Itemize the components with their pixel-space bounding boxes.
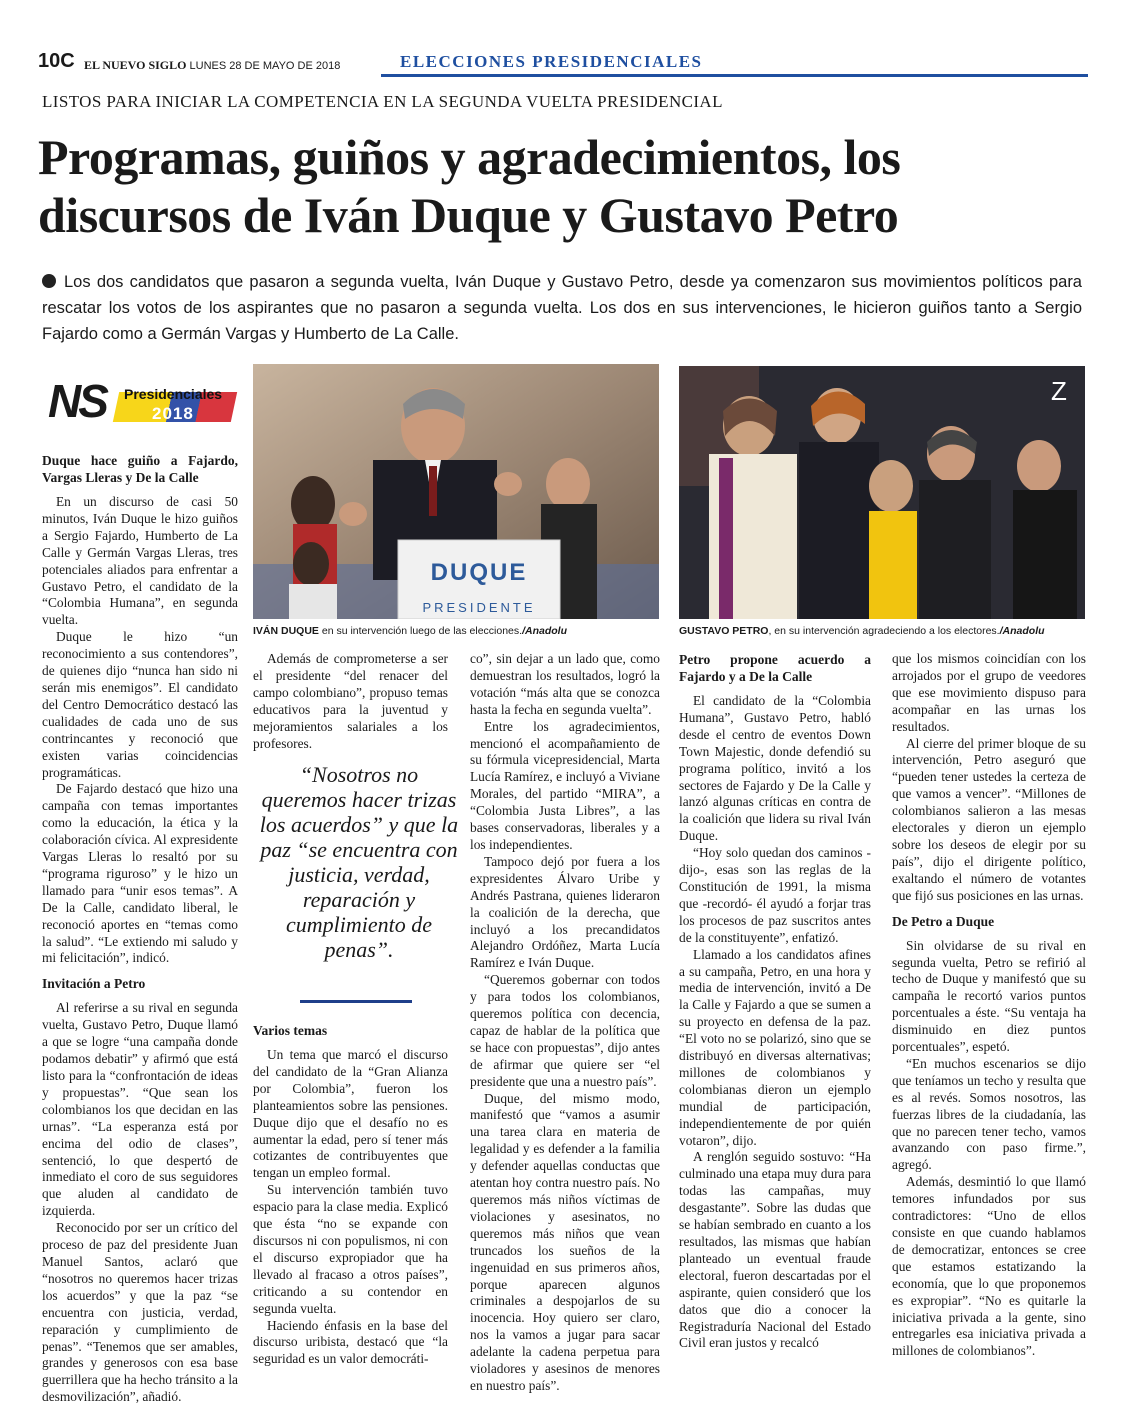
page-header	[38, 50, 1088, 74]
paragraph: co”, sin dejar a un lado que, como demuestran los resultados, logró la votación “más alta que se conozca hasta la fecha en segunda vuelta”.	[470, 651, 660, 717]
paragraph: Al referirse a su rival en segunda vuelta, Gustavo Petro, Duque llamó a que se logre “una campaña donde podamos debatir” y afirmó que está listo para la “confrontación de ideas y propuestas”. “Que sean los colombianos los que decidan en las urnas”. “La esperanza está por encima del odio de clases”, sentenció, lo que despertó de inmediato el coro de sus seguidores que aluden al candidato de izquierda.	[42, 1000, 238, 1219]
paragraph: “En muchos escenarios se dijo que teníamos un techo y resulta que es al revés. Somos nosotros, las fuerzas libres de la ciudadanía, las que no parecen tener techo, vamos avanzando con paso firme.”, agregó.	[892, 1055, 1086, 1173]
caption-duque-name: IVÁN DUQUE	[253, 625, 319, 637]
bullet-icon	[42, 274, 56, 288]
kicker: LISTOS PARA INICIAR LA COMPETENCIA EN LA SEGUNDA VUELTA PRESIDENCIAL	[42, 92, 723, 111]
caption-petro	[679, 625, 1089, 638]
column-5	[892, 651, 1086, 1360]
lead-text: Los dos candidatos que pasaron a segunda vuelta, Iván Duque y Gustavo Petro, desde ya comenzaron sus movimientos políticos para rescatar los votos de los aspirantes que no pasaron a segunda vuelta. Los dos en sus intervenciones, le hicieron guiños tanto a Sergio Fajardo como a Germán Vargas y Humberto de La Calle.	[42, 273, 1082, 343]
paragraph: Al cierre del primer bloque de su intervención, Petro aseguró que “pueden tener ustedes la certeza de que vamos a vencer”. “Millones de colombianos salieron a las mesas electorales y dieron un ejemplo sobre los deseos de elegir por su país”, dijo el dirigente político, exaltando el número de votantes que fijó sus posiciones en las urnas.	[892, 735, 1086, 903]
caption-duque-credit: /Anadolu	[522, 625, 567, 637]
paragraph: que los mismos coincidían con los arrojados por el grupo de veedores que ese movimiento dispuso para acompañar en las urnas los resultados.	[892, 651, 1086, 734]
issue-date: LUNES 28 DE MAYO DE 2018	[189, 60, 341, 72]
paragraph: Entre los agradecimientos, mencionó el acompañamiento de su fórmula vicepresidencial, Marta Lucía Ramírez, e incluyó a Viviane Morales, del partido “MIRA”, a “Colombia Justa Libres”, a las bases conservadoras, liberales y a los independientes.	[470, 718, 660, 852]
presidenciales-logo	[42, 372, 238, 438]
column-2	[253, 651, 448, 752]
column-3	[470, 651, 660, 1395]
photo-petro	[679, 366, 1085, 619]
column-1	[42, 452, 238, 1406]
page-number: 10C	[38, 50, 75, 72]
column-2-continued	[253, 1022, 448, 1368]
section-rule	[381, 74, 1088, 77]
lead-paragraph	[42, 269, 1082, 347]
paragraph: “Queremos gobernar con todos y para todos los colombianos, queremos política con decencia, capaz de hablar de la política que se hace con propuestas”, dijo antes de afirmar que quiere ser “el presidente que una a nuestro país”.	[470, 972, 660, 1089]
podium-subtext: PRESIDENTE	[422, 600, 536, 615]
paragraph: El candidato de la “Colombia Humana”, Gustavo Petro, habló desde el centro de eventos Down Town Majestic, donde defendió su programa político, invitó a los sectores de Fajardo y De la Calle y lanzó algunas críticas en contra de la coalición que lidera su rival Iván Duque.	[679, 693, 871, 844]
paragraph: Duque, del mismo modo, manifestó que “vamos a asumir una tarea clara en materia de legalidad y es defender a la familia y defender aquellas conductas que atentan hoy contra nuestro país. No queremos más niños víctimas de violaciones y asesinatos, no queremos más niños que vean truncados los sueños de la ingenuidad en sus primeros años, porque aparecen algunos criminales a despojarlos de su inocencia. Hoy quiero ser claro, nos la vamos a jugar para sacar adelante la cadena perpetua para violadores y asesinos de menores en nuestro país”.	[470, 1090, 660, 1393]
paragraph: En un discurso de casi 50 minutos, Iván Duque le hizo guiños a Sergio Fajardo, Humberto de La Calle y Germán Vargas Lleras, tres potenciales aliados para enfrentar a Gustavo Petro, el candidato de la “Colombia Humana”, en segunda vuelta.	[42, 494, 238, 628]
subhead-invitacion-petro: Invitación a Petro	[42, 976, 146, 992]
section-title: ELECCIONES PRESIDENCIALES	[400, 52, 703, 71]
podium-text: DUQUE	[430, 559, 528, 586]
caption-duque	[253, 625, 663, 638]
paragraph: Llamado a los candidatos afines a su campaña, Petro, en una hora y media de intervención, invitó a De la Calle y Fajardo a que se sumen a su proyecto en defensa de la paz. “El voto no se polarizó, sino que se distribuyó en diversas alternativas; millones de colombianos y colombianas dieron un ejemplo mundial de participación, independientemente de por quién votaron”, dijo.	[679, 946, 871, 1148]
paragraph: Un tema que marcó el discurso del candidato de la “Gran Alianza por Colombia”, fueron los planteamientos sobre las pensiones. Duque dijo que el desafío no es aumentar la edad, pero sí tener más cotizantes de contribuyentes que tengan un empleo formal.	[253, 1047, 448, 1181]
paragraph: Reconocido por ser un crítico del proceso de paz del presidente Juan Manuel Santos, aclaró que “nosotros no queremos hacer trizas los acuerdos” y que la paz “se encuentra con justicia, verdad, reparación y cumplimiento de penas”. “Tenemos que ser amables, grandes y generosos con esa base guerrillera que ha hecho tránsito a la desmovilización”, añadió.	[42, 1220, 238, 1405]
paragraph: Haciendo énfasis en la base del discurso uribista, destacó que “la seguridad es un valor democráti-	[253, 1317, 448, 1367]
paragraph: “Hoy solo quedan dos caminos -dijo-, esas son las reglas de la Constitución de 1991, la misma que -recordó- él ayudó a forjar tras los procesos de paz suscritos antes de la constituyente”, enfatizó.	[679, 845, 871, 945]
photo-duque	[253, 364, 659, 619]
caption-petro-text: , en su intervención agradeciendo a los electores.	[768, 625, 1000, 637]
subhead-petro-propone: Petro propone acuerdo a Fajardo y a De la Calle	[679, 652, 871, 684]
paragraph: A renglón seguido sostuvo: “Ha culminado una etapa muy dura para todas las campañas, muy desgastante”. Sobre las dudas que se habían sembrado en cuanto a los resultados, las mismas que habían planteado un eventual fraude electoral, fueron descartadas por el aspirante, quien consideró que los datos que dio a conocer la Registraduría Nacional del Estado Civil eran justos y recalcó	[679, 1149, 871, 1351]
paragraph: Tampoco dejó por fuera a los expresidentes Álvaro Uribe y Andrés Pastrana, quienes lideraron la coalición de la derecha, que incluyó a los precandidatos Alejandro Ordóñez, Marta Lucía Ramírez e Iván Duque.	[470, 853, 660, 971]
logo-year: 2018	[152, 404, 194, 423]
caption-petro-name: GUSTAVO PETRO	[679, 625, 769, 637]
paper-info	[84, 58, 340, 73]
paragraph: Duque le hizo “un reconocimiento a sus contendores”, de quienes dijo “nunca han sido ni serán mis enemigos”. El candidato del Centro Democrático destacó las cualidades de cada uno de sus contrincantes y reconoció que existen varias coincidencias programáticas.	[42, 629, 238, 780]
paragraph: Sin olvidarse de su rival en segunda vuelta, Petro se refirió al techo de Duque y manifestó que su campaña le recortó varios puntos porcentuales a éste. “Su ventaja ha disminuido en diez puntos porcentuales”, espetó.	[892, 937, 1086, 1055]
paragraph: De Fajardo destacó que hizo una campaña con temas importantes como la educación, la ética y la colaboración cívica. Al expresidente Vargas Lleras lo resaltó por su “programa riguroso” y le hizo un llamado para “unir esos temas”. A De la Calle, candidato liberal, le reconoció aportes en “temas como la salud”. “Le extiendo mi saludo y mi felicitación”, indicó.	[42, 781, 238, 966]
column-4	[679, 651, 871, 1352]
logo-label: Presidenciales	[124, 386, 223, 402]
subhead-varios-temas: Varios temas	[253, 1023, 328, 1038]
pull-quote-rule	[300, 1000, 412, 1003]
subhead-duque-guino: Duque hace guiño a Fajardo, Vargas Lleras y De la Calle	[42, 453, 238, 485]
paper-name: EL NUEVO SIGLO	[84, 58, 187, 72]
svg-text:Z: Z	[1051, 376, 1067, 406]
caption-petro-credit: /Anadolu	[999, 625, 1045, 637]
caption-duque-text: en su intervención luego de las elecciones.	[318, 625, 523, 637]
paragraph: Además de comprometerse a ser el presidente “del renacer del campo colombiano”, propuso temas educativos para la juventud y mejoramientos salariales a los profesores.	[253, 651, 448, 751]
logo-ns: NS	[48, 375, 106, 427]
headline: Programas, guiños y agradecimientos, los discursos de Iván Duque y Gustavo Petro	[38, 129, 901, 243]
paragraph: Su intervención también tuvo espacio para la clase media. Explicó que ésta “no se expande con discursos ni con populismos, ni con el discurso expropiador que ha llevado al fracaso a otros países”, criticando a su contendor en segunda vuelta.	[253, 1182, 448, 1316]
subhead-de-petro-a-duque: De Petro a Duque	[892, 913, 995, 929]
pull-quote: “Nosotros no queremos hacer trizas los acuerdos” y que la paz “se encuentra con justicia, verdad, reparación y cumplimiento de penas”.	[259, 762, 459, 962]
paragraph: Además, desmintió lo que llamó temores infundados por sus contradictores: “Uno de ellos consiste en que cuando hablamos de democratizar, entonces se cree que estamos estatizando la economía, que lo que proponemos es expropiar”. “No es quitarle la iniciativa privada a la gente, sino entregarles esa iniciativa privada a millones de colombianos”.	[892, 1174, 1086, 1359]
